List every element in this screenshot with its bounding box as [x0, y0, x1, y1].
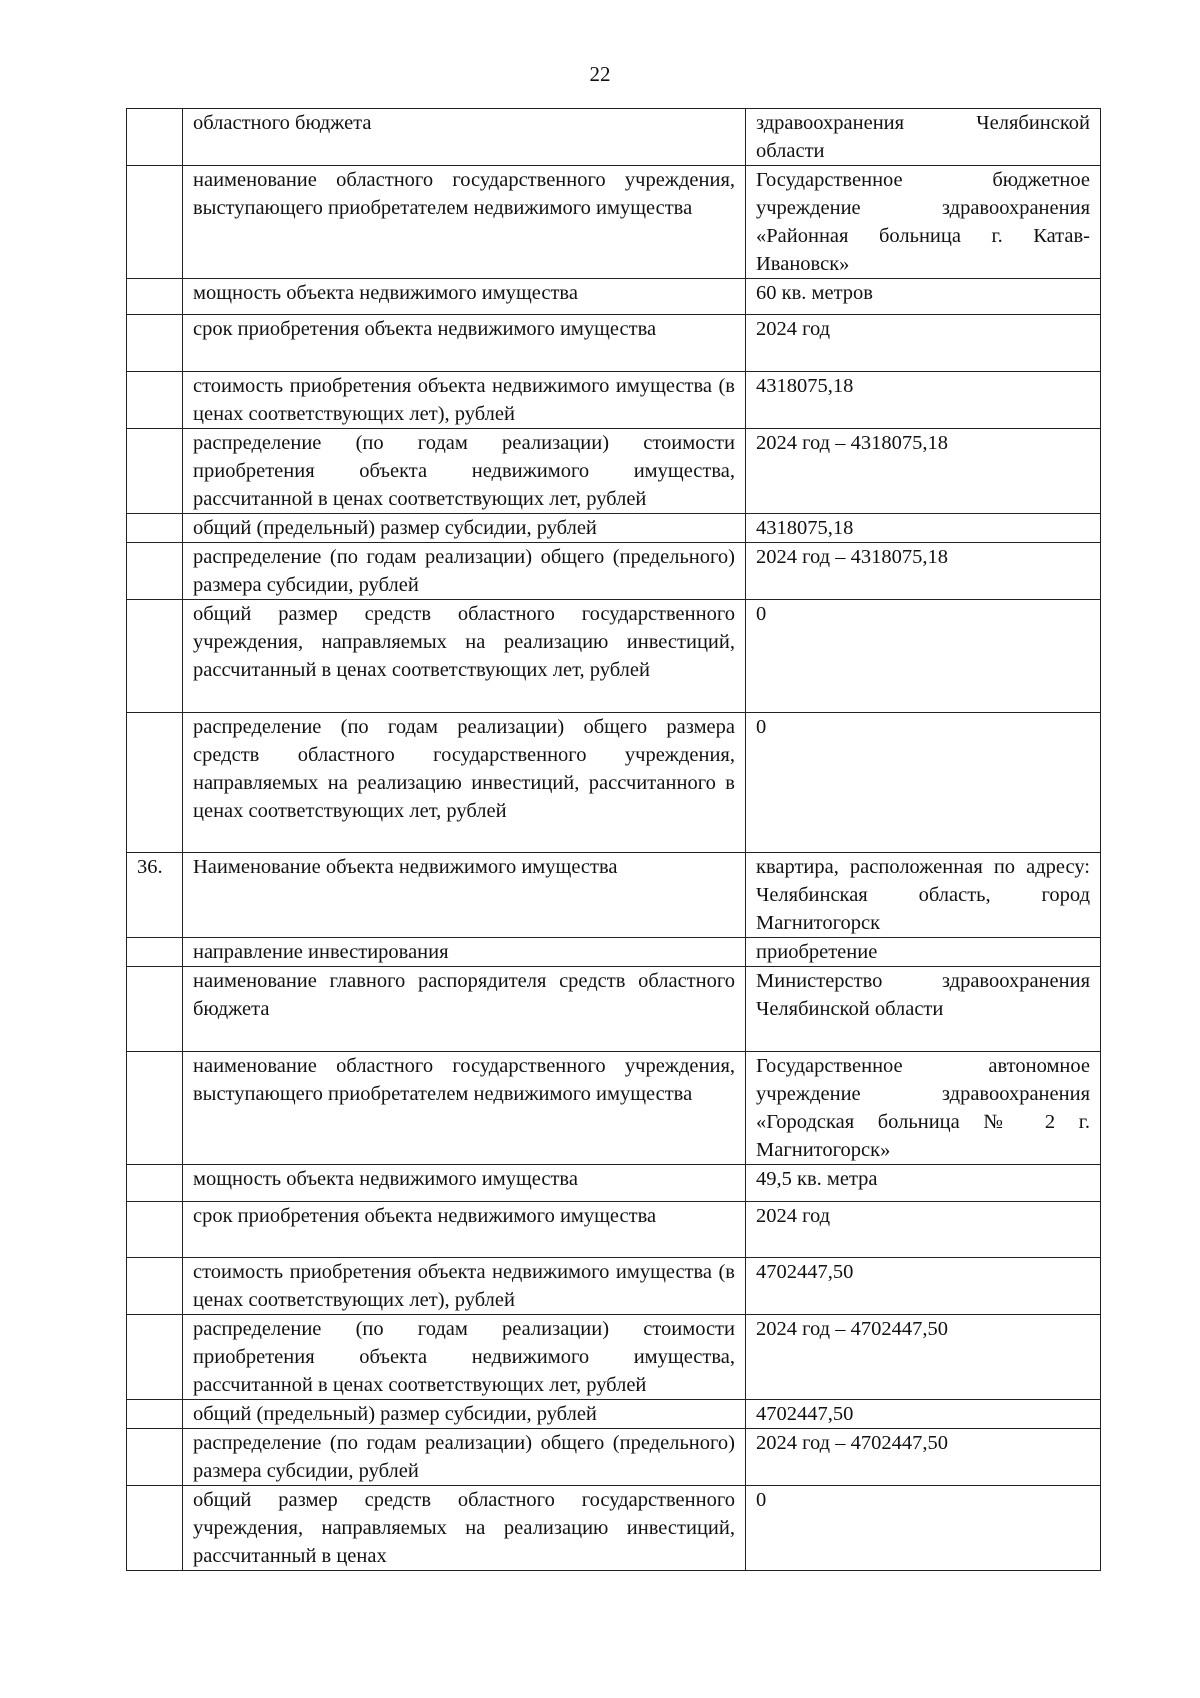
row-number-cell: [127, 1486, 183, 1571]
table-row: [127, 543, 1101, 600]
table-row: [127, 1486, 1101, 1571]
value-cell: 49,5 кв. метра: [746, 1165, 1101, 1202]
table-row: [127, 967, 1101, 1052]
table-row: [127, 600, 1101, 713]
table-row: [127, 1400, 1101, 1429]
parameter-cell: распределение (по годам реализации) общего (предельного) размера субсидии, рублей: [183, 543, 746, 600]
parameter-cell: общий (предельный) размер субсидии, рублей: [183, 514, 746, 543]
parameter-cell: стоимость приобретения объекта недвижимого имущества (в ценах соответствующих лет), рублей: [183, 372, 746, 429]
row-number-cell: [127, 543, 183, 600]
parameter-cell: распределение (по годам реализации) стоимости приобретения объекта недвижимого имущества, рассчитанной в ценах соответствующих лет, рублей: [183, 429, 746, 514]
value-cell: 2024 год – 4702447,50: [746, 1429, 1101, 1486]
table-row: [127, 372, 1101, 429]
row-number-cell: [127, 429, 183, 514]
row-number-cell: [127, 372, 183, 429]
value-cell: 4318075,18: [746, 372, 1101, 429]
table-row: [127, 938, 1101, 967]
value-cell: 60 кв. метров: [746, 279, 1101, 315]
row-number-cell: [127, 1052, 183, 1165]
value-cell: 0: [746, 713, 1101, 853]
value-cell: квартира, расположенная по адресу: Челябинская область, город Магнитогорск: [746, 853, 1101, 938]
value-cell: 0: [746, 1486, 1101, 1571]
value-cell: 2024 год: [746, 315, 1101, 372]
value-cell: Государственное бюджетное учреждение здравоохранения «Районная больница г. Катав-Ивановск»: [746, 166, 1101, 279]
row-number-cell: [127, 600, 183, 713]
parameter-cell: мощность объекта недвижимого имущества: [183, 1165, 746, 1202]
row-number-cell: [127, 1400, 183, 1429]
row-number-cell: [127, 109, 183, 166]
table-row: [127, 109, 1101, 166]
table-body: [127, 109, 1101, 1571]
table-row: [127, 1315, 1101, 1400]
value-cell: здравоохранения Челябинской области: [746, 109, 1101, 166]
row-number-cell: [127, 1165, 183, 1202]
table-row: [127, 1202, 1101, 1258]
parameter-cell: срок приобретения объекта недвижимого имущества: [183, 1202, 746, 1258]
table-row: [127, 315, 1101, 372]
parameter-cell: общий размер средств областного государственного учреждения, направляемых на реализацию инвестиций, рассчитанный в ценах: [183, 1486, 746, 1571]
parameter-cell: областного бюджета: [183, 109, 746, 166]
value-cell: 2024 год – 4702447,50: [746, 1315, 1101, 1400]
row-number-cell: [127, 1258, 183, 1315]
parameter-cell: распределение (по годам реализации) общего (предельного) размера субсидии, рублей: [183, 1429, 746, 1486]
row-number-cell: [127, 166, 183, 279]
value-cell: 2024 год – 4318075,18: [746, 429, 1101, 514]
row-number-cell: [127, 1429, 183, 1486]
value-cell: 0: [746, 600, 1101, 713]
value-cell: 2024 год – 4318075,18: [746, 543, 1101, 600]
parameter-cell: срок приобретения объекта недвижимого имущества: [183, 315, 746, 372]
parameter-cell: общий (предельный) размер субсидии, рублей: [183, 1400, 746, 1429]
row-number-cell: [127, 315, 183, 372]
table-row: [127, 713, 1101, 853]
value-cell: 4702447,50: [746, 1258, 1101, 1315]
value-cell: 4702447,50: [746, 1400, 1101, 1429]
value-cell: приобретение: [746, 938, 1101, 967]
parameter-cell: наименование областного государственного учреждения, выступающего приобретателем недвижимого имущества: [183, 166, 746, 279]
row-number-cell: [127, 1202, 183, 1258]
row-number-cell: [127, 967, 183, 1052]
parameter-cell: общий размер средств областного государственного учреждения, направляемых на реализацию инвестиций, рассчитанный в ценах соответствующих лет, рублей: [183, 600, 746, 713]
parameter-cell: наименование областного государственного учреждения, выступающего приобретателем недвижимого имущества: [183, 1052, 746, 1165]
investment-objects-table: [126, 108, 1101, 1571]
row-number-cell: [127, 938, 183, 967]
row-number-cell: 36.: [127, 853, 183, 938]
table-row: [127, 166, 1101, 279]
value-cell: Государственное автономное учреждение здравоохранения «Городская больница № 2 г. Магнитогорск»: [746, 1052, 1101, 1165]
row-number-cell: [127, 514, 183, 543]
value-cell: Министерство здравоохранения Челябинской области: [746, 967, 1101, 1052]
parameter-cell: направление инвестирования: [183, 938, 746, 967]
parameter-cell: мощность объекта недвижимого имущества: [183, 279, 746, 315]
parameter-cell: распределение (по годам реализации) общего размера средств областного государственного учреждения, направляемых на реализацию инвестиций, рассчитанного в ценах соответствующих лет, рублей: [183, 713, 746, 853]
table-row: [127, 1052, 1101, 1165]
row-number-cell: [127, 279, 183, 315]
table-row: [127, 279, 1101, 315]
table-row: [127, 1429, 1101, 1486]
parameter-cell: распределение (по годам реализации) стоимости приобретения объекта недвижимого имущества, рассчитанной в ценах соответствующих лет, рублей: [183, 1315, 746, 1400]
row-number-cell: [127, 1315, 183, 1400]
parameter-cell: наименование главного распорядителя средств областного бюджета: [183, 967, 746, 1052]
row-number-cell: [127, 713, 183, 853]
parameter-cell: стоимость приобретения объекта недвижимого имущества (в ценах соответствующих лет), рублей: [183, 1258, 746, 1315]
page-number: 22: [589, 62, 611, 86]
table-row: [127, 429, 1101, 514]
value-cell: 4318075,18: [746, 514, 1101, 543]
table-row: [127, 1258, 1101, 1315]
value-cell: 2024 год: [746, 1202, 1101, 1258]
table-row: [127, 853, 1101, 938]
table-row: [127, 1165, 1101, 1202]
parameter-cell: Наименование объекта недвижимого имущества: [183, 853, 746, 938]
table-row: [127, 514, 1101, 543]
